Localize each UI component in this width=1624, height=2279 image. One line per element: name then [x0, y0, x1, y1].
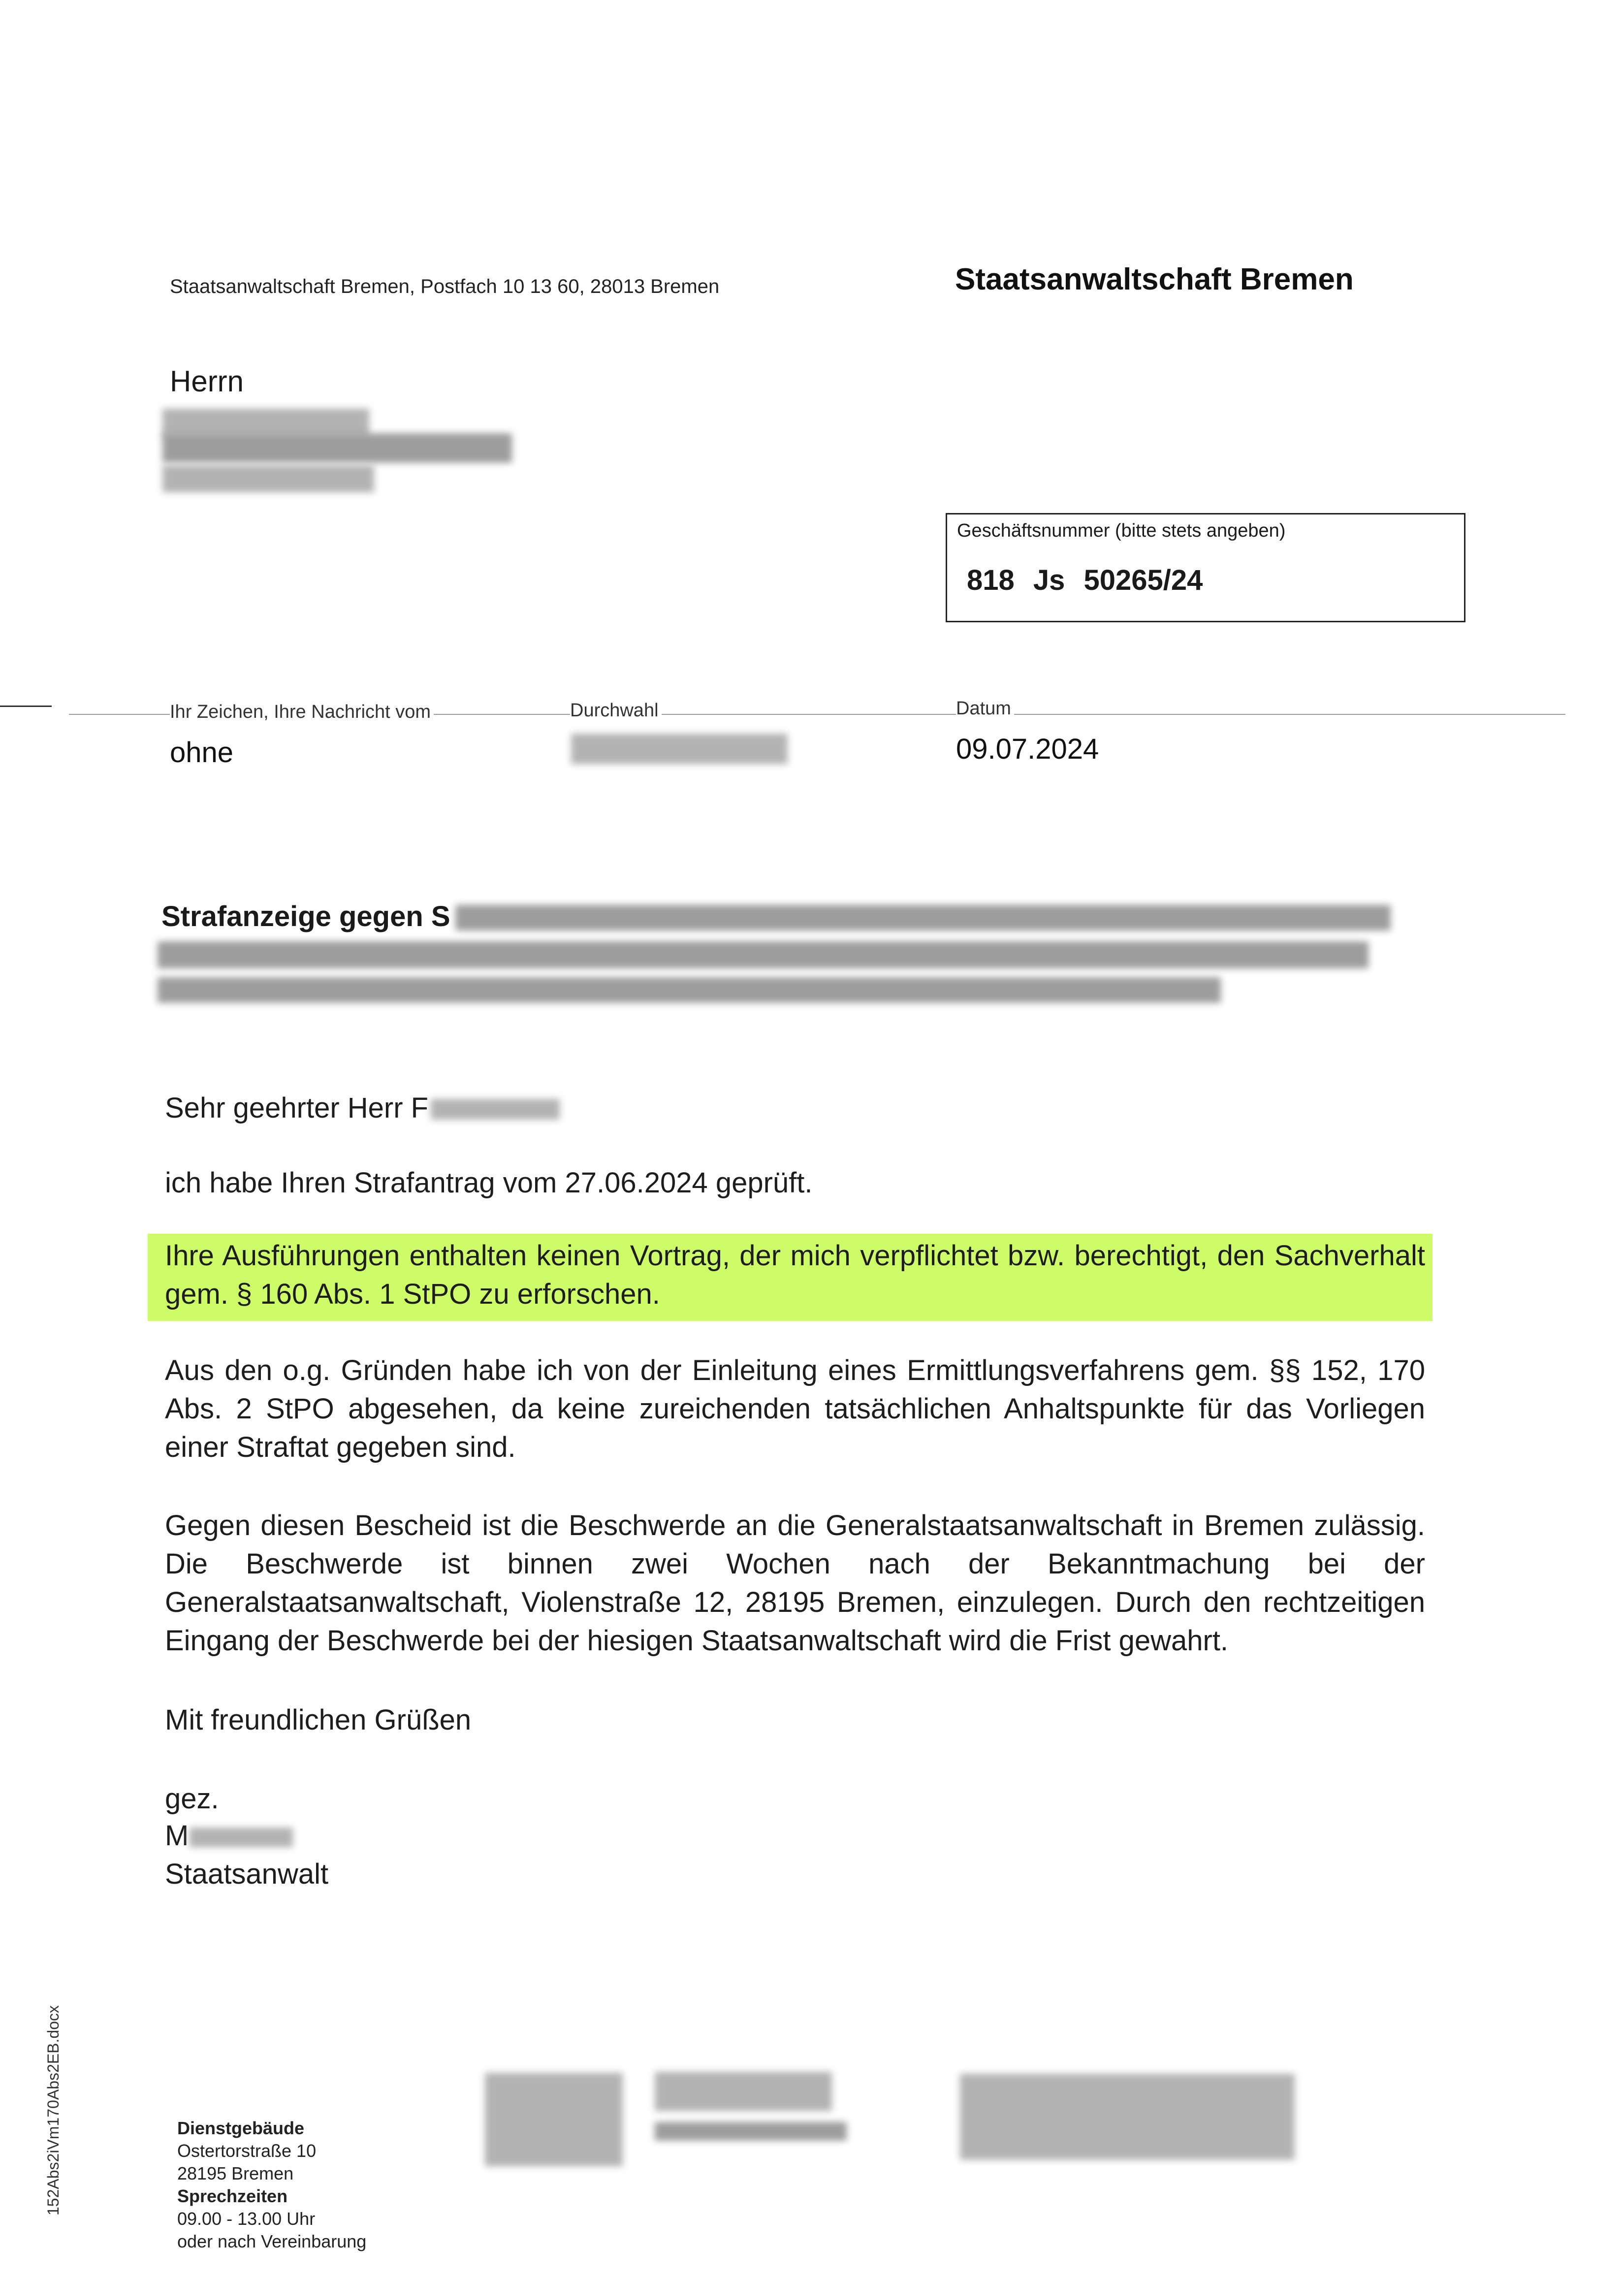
redacted-recipient-street: [162, 433, 512, 463]
authority-name: Staatsanwaltschaft Bremen: [955, 262, 1354, 296]
datum-value: 09.07.2024: [956, 733, 1099, 765]
footer-street: Ostertorstraße 10: [177, 2141, 317, 2161]
redacted-footer-column-2a: [655, 2072, 832, 2111]
footer-city: 28195 Bremen: [177, 2163, 294, 2183]
sender-address-line: Staatsanwaltschaft Bremen, Postfach 10 13 60, 28013 Bremen: [170, 276, 720, 297]
closing: Mit freundlichen Grüßen: [165, 1704, 472, 1736]
paragraph-appeal: Gegen diesen Bescheid ist die Beschwerde an die Generalstaatsanwaltschaft in Bremen zulässig. Die Beschwerde ist binnen zwei Wochen nach der Bekanntmachung bei der Generalstaatsanwaltschaft, Violenstraße 12, 28195 Bremen, einzulegen. Durch den rechtzeitigen Eingang der Beschwerde bei der hiesigen Staatsanwaltschaft wird die Frist gewahrt.: [165, 1509, 1425, 1657]
redacted-phone-number: [571, 734, 788, 764]
subject-line: Strafanzeige gegen S: [161, 900, 450, 932]
recipient-title: Herrn: [170, 365, 244, 398]
redacted-recipient-city: [162, 465, 374, 492]
reference-number-box: [946, 513, 1465, 622]
redacted-subject-line-3: [158, 977, 1221, 1003]
datum-label: Datum: [956, 698, 1014, 719]
footer-hours: 09.00 - 13.00 Uhr: [177, 2209, 316, 2229]
paragraph-highlighted: Ihre Ausführungen enthalten keinen Vortrag, der mich verpflichtet bzw. berechtigt, den Sachverhalt gem. § 160 Abs. 1 StPO zu erforschen.: [165, 1240, 1425, 1310]
durchwahl-label: Durchwahl: [570, 700, 662, 721]
reference-number: 818 Js 50265/24: [967, 564, 1203, 596]
paragraph-intro: ich habe Ihren Strafantrag vom 27.06.2024 geprüft.: [165, 1167, 813, 1199]
footer-building-info: [177, 2117, 366, 2253]
document-filename: 152Abs2iVm170Abs2EB.docx: [44, 2005, 62, 2215]
signature-initial: M: [165, 1820, 189, 1852]
redacted-footer-column-3: [960, 2074, 1295, 2160]
signature-gez: gez.: [165, 1783, 219, 1815]
footer-hours-label: Sprechzeiten: [177, 2186, 288, 2206]
reference-label: Geschäftsnummer (bitte stets angeben): [957, 520, 1286, 541]
signature-role: Staatsanwalt: [165, 1858, 329, 1890]
field-rule-left: [0, 706, 52, 707]
greeting: Sehr geehrter Herr F: [165, 1092, 429, 1124]
footer-building-label: Dienstgebäude: [177, 2118, 305, 2138]
footer-hours-note: oder nach Vereinbarung: [177, 2231, 367, 2251]
redacted-subject-line-1: [455, 905, 1391, 931]
ihr-zeichen-value: ohne: [170, 737, 234, 769]
redacted-subject-line-2: [158, 941, 1369, 968]
paragraph-decision: Aus den o.g. Gründen habe ich von der Einleitung eines Ermittlungsverfahrens gem. §§ 152, 170 Abs. 2 StPO abgesehen, da keine zureichenden tatsächlichen Anhaltspunkte für das Vorliegen einer Straftat gegeben sind.: [165, 1354, 1425, 1463]
ihr-zeichen-label: Ihr Zeichen, Ihre Nachricht vom: [170, 702, 434, 723]
redacted-footer-column-2b: [655, 2122, 847, 2141]
redacted-footer-column-1: [485, 2073, 623, 2166]
redacted-greeting-name: [431, 1099, 560, 1120]
redacted-signature-name: [190, 1828, 293, 1847]
